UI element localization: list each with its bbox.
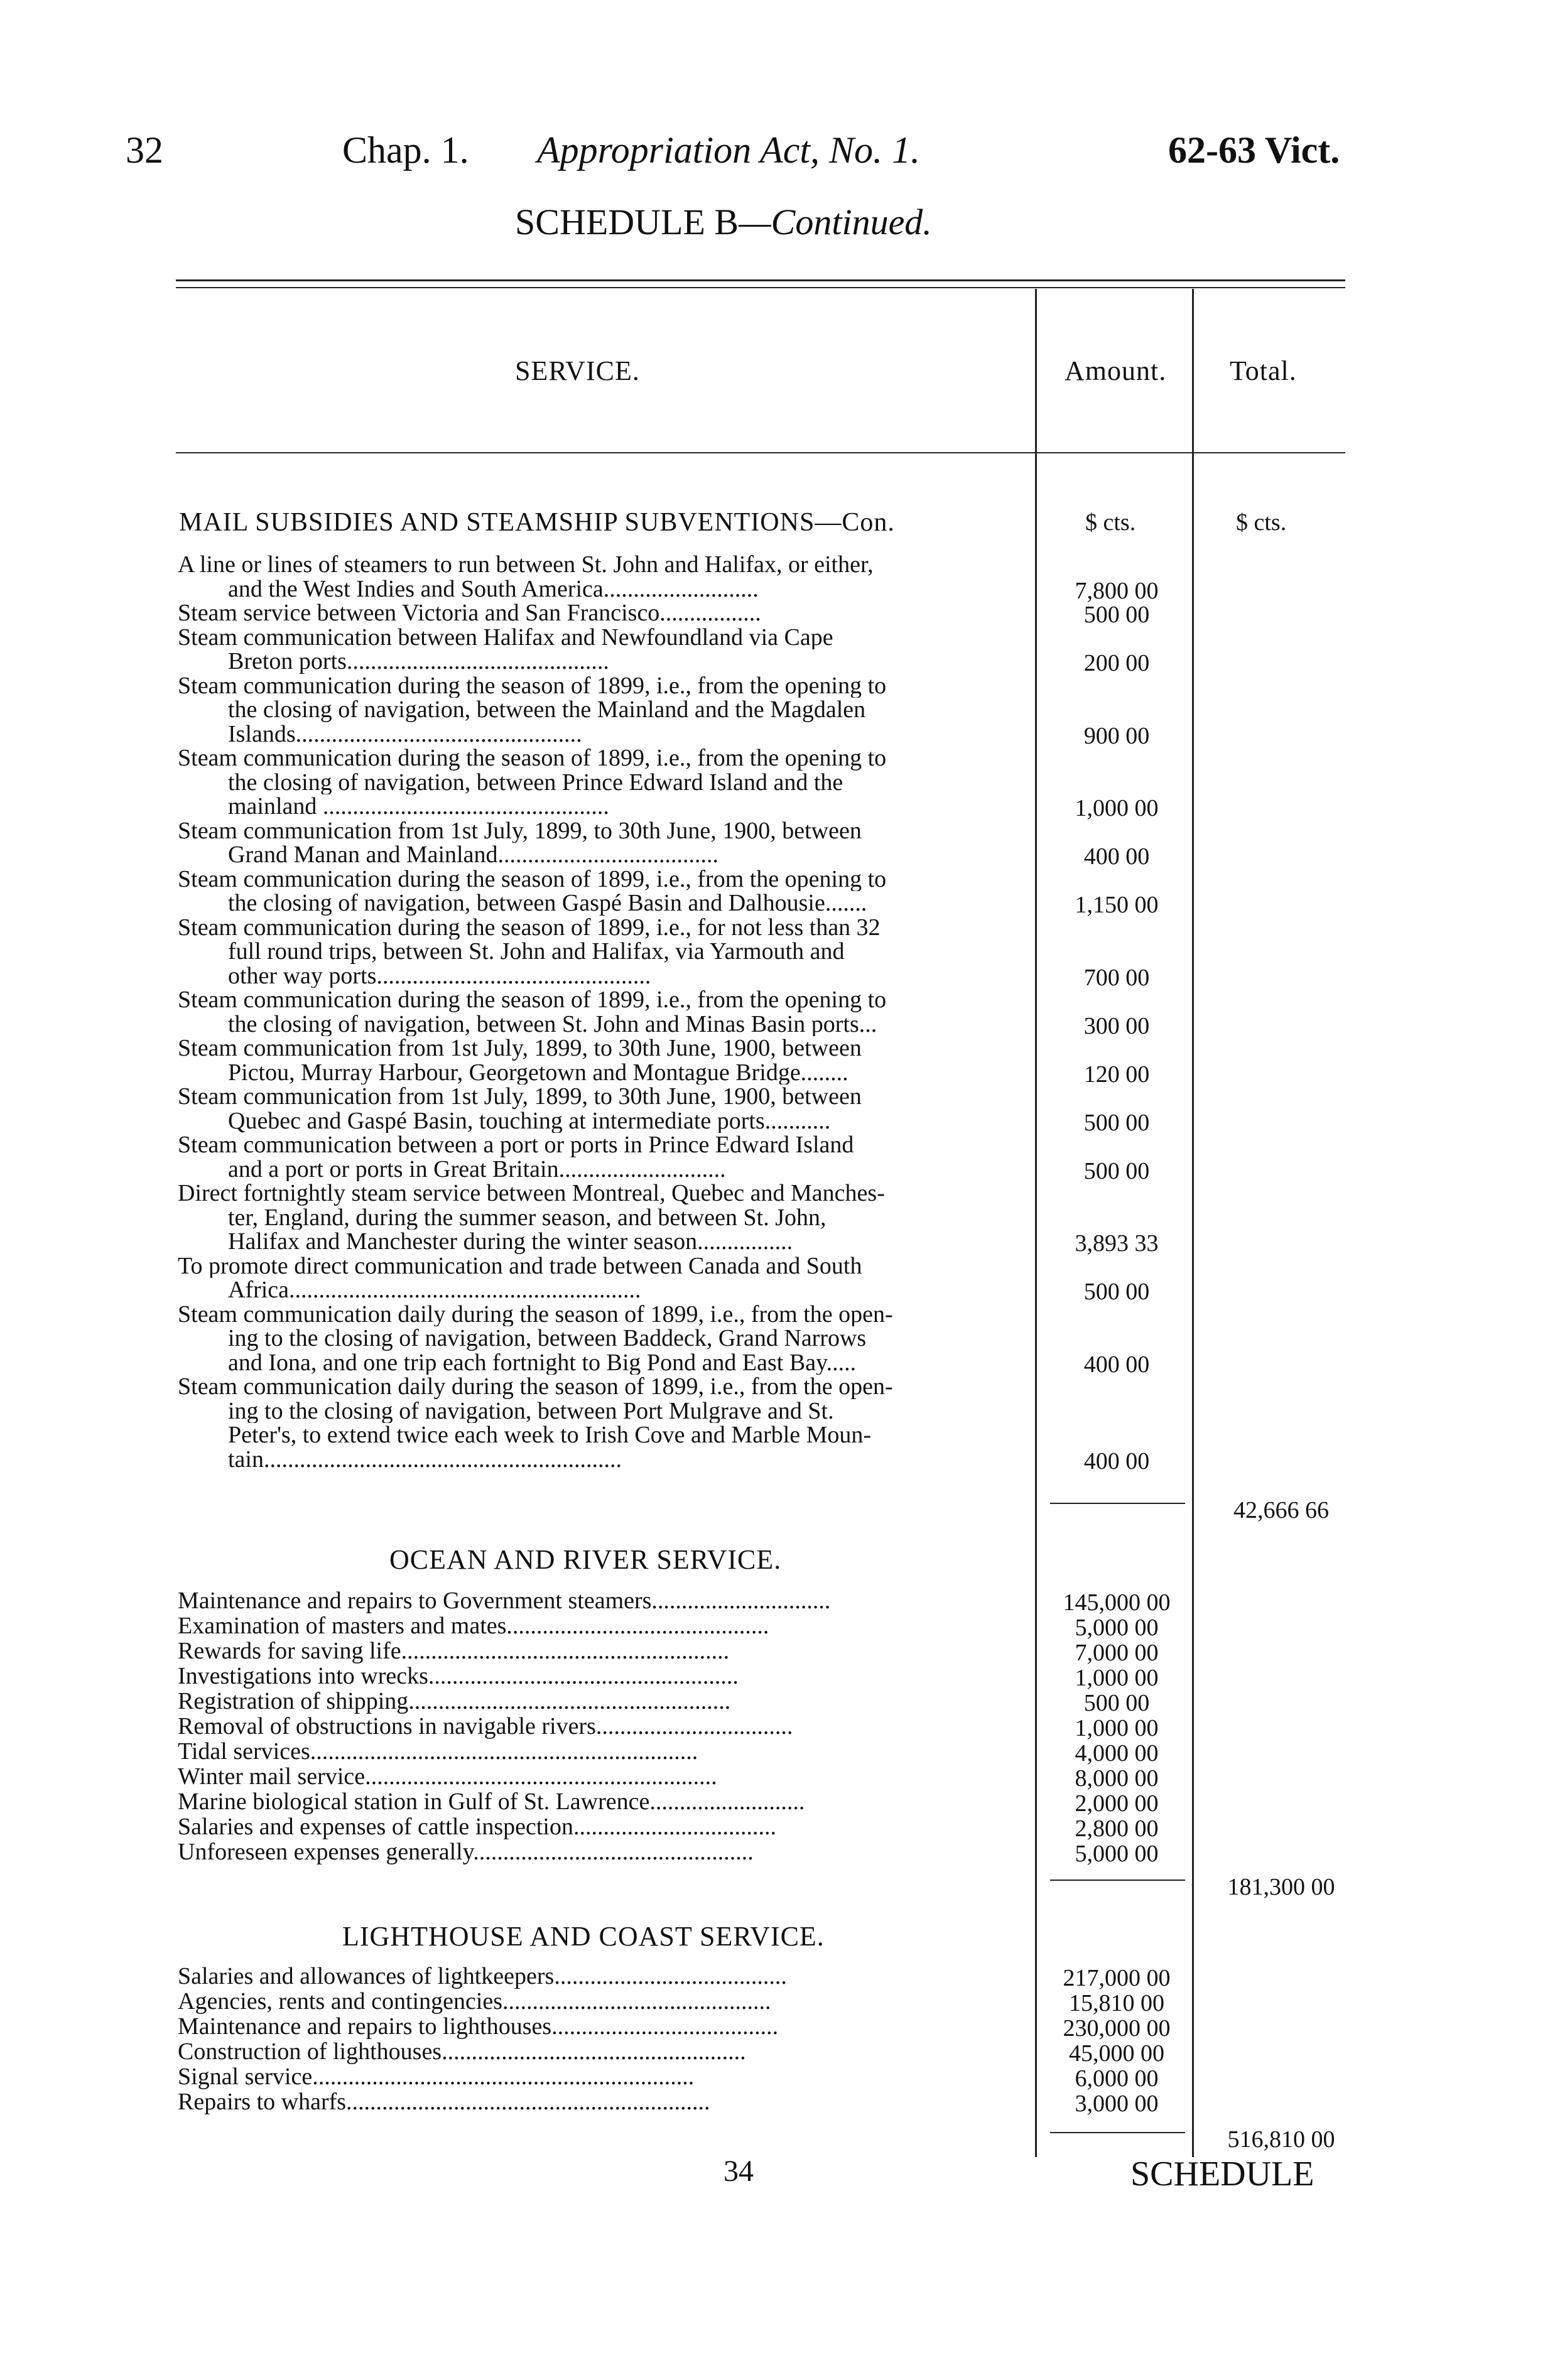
lighthouse-item-amount: 15,810 00 [1069,1990,1164,2016]
mail-item-line: full round trips, between St. John and Halifax, via Yarmouth and [228,939,845,964]
mail-item [178,988,1032,1036]
ocean-item-label: Investigations into wrecks.................................................... [178,1664,739,1689]
mail-item-line: To promote direct communication and trade between Canada and South [178,1253,862,1278]
schedule-continued: —Continued. [739,202,932,242]
ocean-item-label: Examination of masters and mates............................................ [178,1614,769,1638]
ocean-item-amount: 1,000 00 [1075,1715,1159,1741]
mail-item-amount: 400 00 [1083,1447,1150,1474]
mail-item [178,1375,1032,1471]
schedule-title: SCHEDULE B [515,202,739,242]
mail-item [178,1085,1032,1133]
ocean-item-label: Marine biological station in Gulf of St. Lawrence.......................... [178,1790,805,1814]
ocean-item-label: Rewards for saving life....................................................... [178,1639,730,1663]
mail-item-line: Steam communication during the season of 1899, i.e., from the opening to [178,746,887,771]
lighthouse-total: 516,810 00 [1227,2126,1335,2153]
ocean-item-amount: 1,000 00 [1075,1665,1159,1691]
mail-item-line: Breton ports............................................ [228,649,609,674]
mail-item-amount: 400 00 [1083,843,1150,870]
lighthouse-item-amount: 3,000 00 [1075,2091,1159,2117]
mail-item [178,553,1032,601]
mail-item-line: Steam communication from 1st July, 1899, to 30th June, 1900, between [178,1036,862,1061]
mail-item-line: Pictou, Murray Harbour, Georgetown and Montague Bridge........ [228,1060,848,1085]
mail-item [178,1036,1032,1085]
mail-item-line: Direct fortnightly steam service between Montreal, Quebec and Manches- [178,1181,885,1206]
lighthouse-item-amount: 230,000 00 [1063,2015,1171,2042]
ocean-section-heading: OCEAN AND RIVER SERVICE. [389,1544,782,1575]
total-units: $ cts. [1236,509,1287,536]
mail-item-line: Steam communication from 1st July, 1899, to 30th June, 1900, between [178,1085,862,1109]
amount-column-header: Amount. [1065,355,1167,386]
mail-item-amount: 400 00 [1083,1351,1150,1378]
mail-item-amount: 200 00 [1083,650,1150,676]
mail-item [178,1254,1032,1302]
mail-item-line: the closing of navigation, between St. John and Minas Basin ports... [228,1012,877,1036]
amount-column-divider [1035,289,1037,2157]
mail-item-amount: 3,893 33 [1075,1230,1159,1257]
mail-item [178,819,1032,867]
total-column-header: Total. [1230,355,1297,386]
ocean-item-label: Unforeseen expenses generally............................................... [178,1840,754,1864]
mail-item-line: Grand Manan and Mainland..................................... [228,843,718,867]
footer-page-number: 34 [724,2155,754,2188]
ocean-item-amount: 4,000 00 [1075,1740,1159,1766]
ocean-item-amount: 8,000 00 [1075,1765,1159,1792]
lighthouse-section-heading: LIGHTHOUSE AND COAST SERVICE. [342,1921,825,1952]
mail-item-line: and the West Indies and South America.......................... [228,576,759,601]
mail-item-line: Quebec and Gaspé Basin, touching at intermediate ports........... [228,1108,831,1133]
ocean-item-label: Removal of obstructions in navigable rivers................................. [178,1714,793,1739]
ocean-item-label: Tidal services................................................................. [178,1739,698,1764]
mail-item-line: Halifax and Manchester during the winter season................ [228,1230,793,1254]
mail-item-line: Islands................................................ [228,722,582,746]
mail-item [178,1133,1032,1181]
mail-section-heading: MAIL SUBSIDIES AND STEAMSHIP SUBVENTIONS—Con. [179,508,895,537]
mail-item [178,625,1032,674]
ocean-subtotal-rule [1050,1880,1185,1881]
chapter-label: Chap. 1. [342,129,469,171]
mail-total: 42,666 66 [1233,1497,1329,1523]
top-rule-1 [176,279,1345,281]
mail-item-amount: 120 00 [1083,1061,1150,1088]
ocean-item-label: Salaries and expenses of cattle inspection.................................. [178,1815,776,1839]
lighthouse-item-label: Signal service................................................................ [178,2065,695,2089]
mail-item-line: and Iona, and one trip each fortnight to Big Pond and East Bay..... [228,1350,857,1375]
schedule-heading [515,201,932,243]
mail-item-line: Steam communication between a port or ports in Prince Edward Island [178,1133,854,1157]
mail-item-line: the closing of navigation, between Gaspé Basin and Dalhousie....... [228,891,867,916]
mail-item-amount: 500 00 [1083,602,1150,628]
ocean-total: 181,300 00 [1227,1874,1335,1900]
mail-item-line: the closing of navigation, between Prince Edward Island and the [228,770,843,794]
ocean-item-label: Winter mail service........................................................... [178,1765,717,1789]
mail-item [178,601,1032,625]
lighthouse-item-label: Salaries and allowances of lightkeepers....................................... [178,1964,787,1989]
service-column-header: SERVICE. [515,355,640,386]
mail-item-line: A line or lines of steamers to run between St. John and Halifax, or either, [178,553,874,577]
mail-item [178,1302,1032,1375]
mail-item-line: Steam communication during the season of 1899, i.e., from the opening to [178,867,887,891]
mail-item-line: Steam communication during the season of 1899, i.e., from the opening to [178,988,887,1012]
mail-item-line: Steam communication daily during the season of 1899, i.e., from the open- [178,1302,893,1326]
mail-item-line: Steam communication from 1st July, 1899, to 30th June, 1900, between [178,818,862,843]
ocean-item-amount: 2,000 00 [1075,1790,1159,1817]
mail-item-line: mainland ................................................ [228,794,609,819]
mail-item [178,867,1032,916]
mail-item-line: ing to the closing of navigation, between Port Mulgrave and St. [228,1398,834,1423]
top-rule-2 [176,287,1345,288]
lighthouse-item-label: Agencies, rents and contingencies............................................. [178,1989,771,2014]
lighthouse-subtotal-rule [1050,2132,1185,2133]
mail-item-line: other way ports.............................................. [228,963,651,988]
mail-item-line: ter, England, during the summer season, and between St. John, [228,1205,826,1230]
header-rule [176,452,1345,453]
mail-item-line: Steam communication between Halifax and Newfoundland via Cape [178,625,833,649]
mail-item-line: Steam communication during the season of 1899, i.e., from the opening to [178,673,887,698]
mail-item-line: tain............................................................ [228,1447,622,1471]
mail-item-amount: 500 00 [1083,1279,1150,1305]
mail-item-line: Steam service between Victoria and San Francisco................. [178,601,761,625]
mail-item-line: the closing of navigation, between the Mainland and the Magdalen [228,698,866,722]
mail-item-amount: 500 00 [1083,1157,1150,1184]
mail-item-amount: 300 00 [1083,1012,1150,1039]
mail-item [178,674,1032,747]
lighthouse-item-amount: 217,000 00 [1063,1965,1171,1991]
mail-item-amount: 900 00 [1083,722,1150,749]
lighthouse-item-label: Construction of lighthouses................................................... [178,2040,746,2064]
regnal-year: 62-63 Vict. [1168,129,1340,171]
lighthouse-item-amount: 6,000 00 [1075,2065,1159,2092]
act-title: Appropriation Act, No. 1. [537,129,921,171]
mail-item-amount: 1,000 00 [1075,795,1159,821]
ocean-item-label: Maintenance and repairs to Government steamers.............................. [178,1589,831,1613]
page-number: 32 [126,129,163,171]
ocean-item-amount: 2,800 00 [1075,1815,1159,1842]
mail-item-amount: 700 00 [1083,964,1150,991]
mail-item [178,1181,1032,1254]
mail-item-line: ing to the closing of navigation, between Baddeck, Grand Narrows [228,1326,867,1351]
ocean-item-amount: 7,000 00 [1075,1640,1159,1666]
amount-units: $ cts. [1085,509,1136,536]
lighthouse-item-label: Repairs to wharfs............................................................. [178,2090,710,2114]
mail-item-line: Steam communication daily during the season of 1899, i.e., from the open- [178,1375,893,1399]
ocean-item-label: Registration of shipping...................................................... [178,1689,731,1714]
mail-item-amount: 500 00 [1083,1109,1150,1136]
lighthouse-item-label: Maintenance and repairs to lighthouses...................................... [178,2015,779,2039]
mail-item [178,746,1032,819]
mail-item-line: Africa........................................................... [228,1278,641,1302]
ocean-item-amount: 5,000 00 [1075,1615,1159,1641]
ocean-item-amount: 145,000 00 [1063,1589,1171,1616]
mail-item-amount: 7,800 00 [1075,577,1159,604]
mail-item-line: and a port or ports in Great Britain............................ [228,1157,726,1181]
mail-item-amount: 1,150 00 [1075,892,1159,918]
ocean-item-amount: 5,000 00 [1075,1841,1159,1867]
mail-item [178,916,1032,988]
catchword: SCHEDULE [1130,2155,1314,2193]
ocean-item-amount: 500 00 [1083,1690,1150,1716]
mail-item-line: Peter's, to extend twice each week to Irish Cove and Marble Moun- [228,1423,872,1447]
mail-item-line: Steam communication during the season of 1899, i.e., for not less than 32 [178,915,881,939]
lighthouse-item-amount: 45,000 00 [1069,2040,1164,2067]
mail-subtotal-rule [1050,1503,1185,1504]
total-column-divider [1192,289,1194,2157]
